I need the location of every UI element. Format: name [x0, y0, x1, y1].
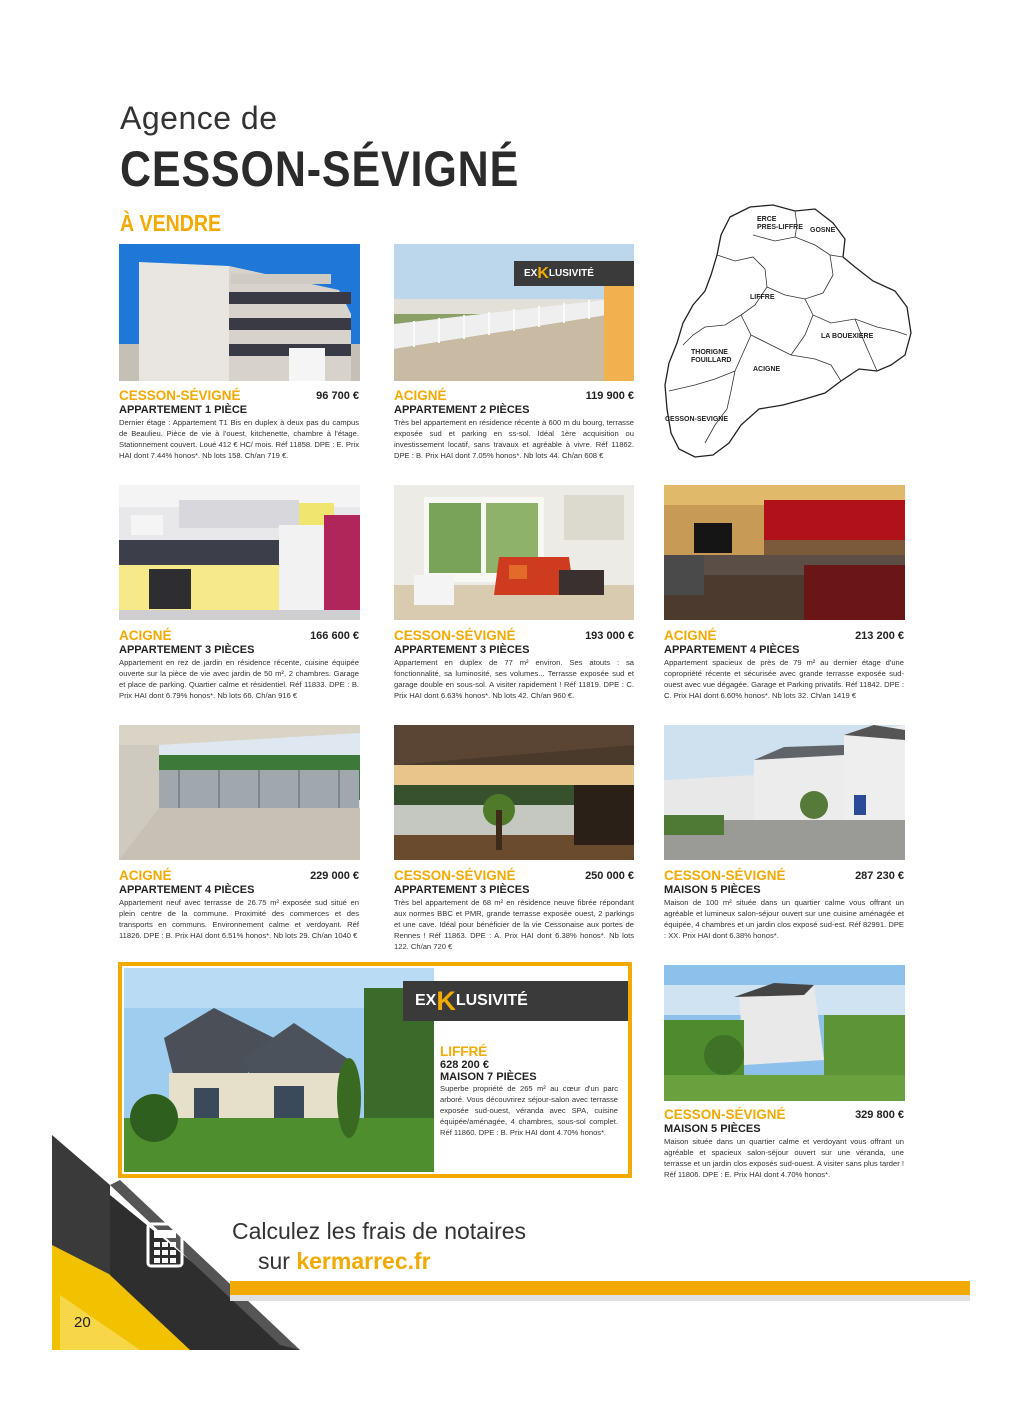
listing-city: ACIGNÉ [394, 388, 447, 403]
map-label-bouexiere: LA BOUEXIERE [821, 333, 874, 340]
map-label-liffre: LIFFRE [750, 294, 775, 301]
featured-city: LIFFRÉ [440, 1044, 488, 1059]
listing-photo-9[interactable] [664, 965, 905, 1101]
featured-exclusivite-badge: EX K LUSIVITÉ [403, 981, 628, 1021]
notaire-prefix: sur [258, 1248, 297, 1274]
map-label-thorigne: THORIGNE FOUILLARD [691, 349, 732, 364]
listing-1[interactable] [119, 388, 359, 461]
listing-desc: Appartement neuf avec terrasse de 26.75 m² exposée sud situé en plein centre de la commune. Proximité des commerces et des transports en communs. Environnement calme et verdoyant. Réf 11826. DPE : B. Prix HAI dont 6.51% honos*. Nb lots 29. Ch/an 1040 € [119, 898, 359, 940]
map-label-acigne: ACIGNE [753, 366, 781, 373]
listing-4[interactable] [394, 628, 634, 701]
listing-photo-5[interactable] [664, 485, 905, 620]
exclusivite-badge: EX K LUSIVITÉ [514, 261, 634, 286]
listing-city: CESSON-SÉVIGNÉ [664, 1107, 786, 1122]
listing-7[interactable] [394, 868, 634, 952]
listing-8[interactable] [664, 868, 904, 941]
listing-type: APPARTEMENT 3 PIÈCES [394, 644, 530, 656]
listing-type: APPARTEMENT 3 PIÈCES [394, 884, 530, 896]
listing-city: ACIGNÉ [119, 868, 172, 883]
listing-city: ACIGNÉ [664, 628, 717, 643]
page-title: CESSON-SÉVIGNÉ [120, 141, 520, 197]
listing-price: 119 900 € [585, 390, 634, 402]
listing-desc: Dernier étage : Appartement T1 Bis en duplex à deux pas du campus de Beaulieu. Pièce de vie à l'ouest, kitchenette, chambre à l'étage. Stationnement couvert. Loué 412 € HC/ mois. Réf 11858. DPE : E. Prix HAI dont 7.44% honos*. Nb lots 158. Ch/an 719 €. [119, 418, 359, 460]
site-link[interactable]: kermarrec.fr [296, 1248, 431, 1274]
section-title: À VENDRE [120, 210, 222, 236]
listing-3[interactable] [119, 628, 359, 701]
featured-text [440, 1044, 618, 1138]
map-label-cesson: CESSON-SEVIGNE [665, 416, 729, 423]
listing-5[interactable] [664, 628, 904, 701]
page-number: 20 [74, 1314, 91, 1331]
listing-desc: Appartement en rez de jardin en résidence récente, cuisine équipée ouverte sur la pièce de vie avec jardin de 50 m², 2 chambres. Garage et place de parking. Quartier calme et résidentiel. Réf 11833. DPE : B. Prix HAI dont 6.79% honos*. Nb lots 66. Ch/an 916 € [119, 658, 359, 700]
listing-type: APPARTEMENT 3 PIÈCES [119, 644, 255, 656]
listing-desc: Maison de 100 m² située dans un quartier calme vous offrant un agréable et lumineux salon-séjour ouvert sur une cuisine aménagée et équipée, 4 chambres et un jardin clos exposé sud-est. Réf 82991. DPE : XX. Prix HAI dont 6.38% honos*. [664, 898, 904, 940]
listing-photo-1[interactable] [119, 244, 360, 381]
notaire-text: Calculez les frais de notaires [232, 1218, 527, 1244]
region-map [655, 195, 915, 460]
listing-photo-8[interactable] [664, 725, 905, 860]
listing-desc: Maison située dans un quartier calme et verdoyant vous offrant un agréable et spacieux salon-séjour ouvert sur une véranda, une terrasse et un jardin clos exposés sud-ouest. A visiter sans plus tarder ! Réf 11806. DPE : E. Prix HAI dont 4.70% honos*. [664, 1137, 904, 1179]
featured-type: MAISON 7 PIÈCES [440, 1071, 537, 1083]
listing-desc: Appartement en duplex de 77 m² environ. Ses atouts : sa fonctionnalité, sa luminosité, ses volumes... Terrasse exposée sud et garage double en sous-sol. A visiter rapidement ! Réf 11819. DPE : C. Prix HAI dont 6.63% honos*. Nb lots 42. Ch/an 960 €. [394, 658, 634, 700]
listing-price: 329 800 € [855, 1109, 904, 1121]
listing-6[interactable] [119, 868, 359, 941]
listing-city: CESSON-SÉVIGNÉ [119, 388, 241, 403]
listing-type: MAISON 5 PIÈCES [664, 884, 761, 896]
listing-desc: Appartement spacieux de près de 79 m² au dernier étage d'une copropriété récente et sécurisée avec grande terrasse exposée sud-ouest avec vue dégagée. Garage et Parking privatifs. Réf 11842. DPE : C. Prix HAI dont 6.60% honos*. Nb lots 32. Ch/an 1419 € [664, 658, 904, 700]
listing-type: APPARTEMENT 1 PIÈCE [119, 404, 248, 416]
listing-price: 250 000 € [585, 870, 634, 882]
listing-city: CESSON-SÉVIGNÉ [394, 868, 516, 883]
listing-photo-2[interactable] [394, 244, 634, 381]
listing-price: 229 000 € [310, 870, 359, 882]
calculator-icon[interactable] [146, 1222, 186, 1268]
listing-city: CESSON-SÉVIGNÉ [664, 868, 786, 883]
listing-photo-6[interactable] [119, 725, 360, 860]
listing-photo-4[interactable] [394, 485, 634, 620]
listing-desc: Très bel appartement de 68 m² en résidence neuve fibrée répondant aux normes BBC et PMR, grande terrasse exposée ouest, 2 parkings et une cave. Idéal pour bénéficier de la vie Cessonaise aux portes de Rennes ! Réf 11863. DPE : A. Prix HAI dont 6.38% honos*. Nb lots 122. Ch/an 720 € [394, 898, 634, 951]
listing-city: CESSON-SÉVIGNÉ [394, 628, 516, 643]
map-label-erce: ERCE PRES-LIFFRE [757, 216, 803, 231]
listing-price: 166 600 € [310, 630, 359, 642]
listing-type: APPARTEMENT 4 PIÈCES [664, 644, 800, 656]
agence-label: Agence de [120, 100, 278, 136]
listing-price: 213 200 € [855, 630, 904, 642]
listing-desc: Très bel appartement en résidence récente à 600 m du bourg, terrasse exposée sud et parking en ss-sol. Idéal 1ère acquisition ou investissement locatif, sans travaux et agréable à vivre. Réf 11862. DPE : B. Prix HAI dont 7.05% honos*. Nb lots 44. Ch/an 608 € [394, 418, 634, 460]
listing-price: 287 230 € [855, 870, 904, 882]
featured-desc: Superbe propriété de 265 m² au cœur d'un parc arboré. Vous découvrirez séjour-salon avec terrasse exposée sud-ouest, véranda avec SPA, cuisine équipée/aménagée, 4 chambres, sous-sol complet. Réf 11860. DPE : B. Prix HAI dont 4.70% honos*. [440, 1084, 618, 1137]
featured-price: 628 200 € [440, 1059, 489, 1071]
map-label-gosne: GOSNE [810, 227, 836, 234]
listing-price: 193 000 € [585, 630, 634, 642]
listing-photo-3[interactable] [119, 485, 360, 620]
listing-price: 96 700 € [316, 390, 359, 402]
listing-type: APPARTEMENT 2 PIÈCES [394, 404, 530, 416]
notaire-link-line [258, 1248, 431, 1275]
listing-2[interactable] [394, 388, 634, 461]
listing-type: MAISON 5 PIÈCES [664, 1123, 761, 1135]
listing-type: APPARTEMENT 4 PIÈCES [119, 884, 255, 896]
listing-photo-7[interactable] [394, 725, 634, 860]
listing-city: ACIGNÉ [119, 628, 172, 643]
